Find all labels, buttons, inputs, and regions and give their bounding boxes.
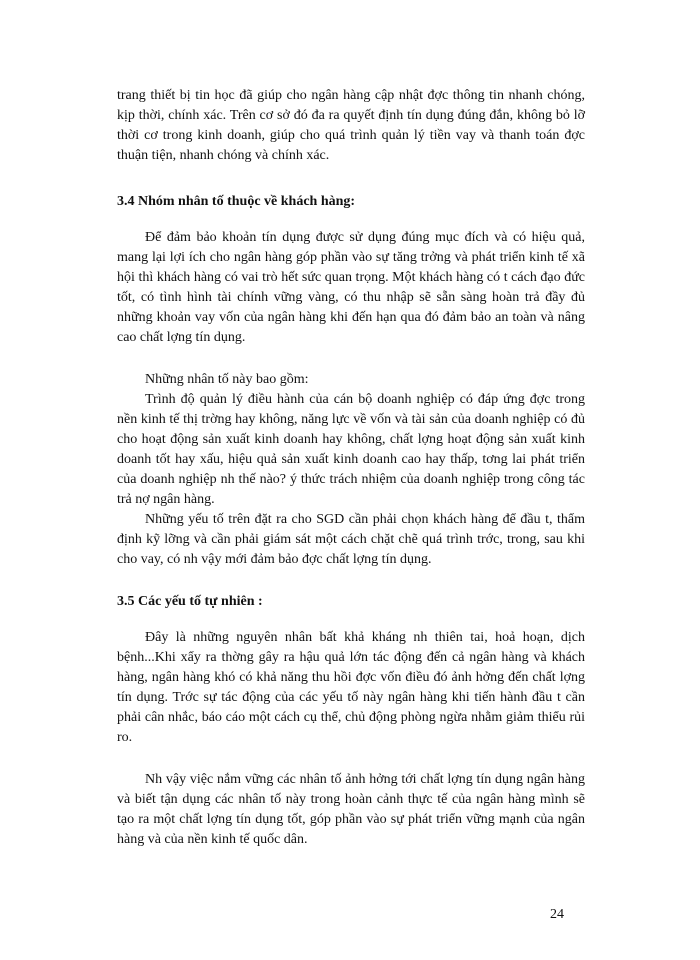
paragraph-customer-role: Để đảm bảo khoản tín dụng được sử dụng đúng mục đích và có hiệu quả, mang lại lợi ích cho ngân hàng góp phần vào sự tăng trởng và phát triển kinh tế xã hội thì khách hàng có vai trò hết sức quan trọng. Một khách hàng có t cách đạo đức tốt, có tình hình tài chính vững vàng, có thu nhập sẽ sẵn sàng hoàn trả đầy đủ những khoản vay vốn của ngân hàng khi đến hạn qua đó đảm bảo an toàn và nâng cao chất lợng tín dụng. [117, 230, 585, 345]
paragraph-customer-selection: Những yếu tố trên đặt ra cho SGD cần phải chọn khách hàng để đầu t, thẩm định kỹ lỡng và cần phải giám sát một cách chặt chẽ quá trình trớc, trong, sau khi cho vay, có nh vậy mới đảm bảo đợc chất lợng tín dụng. [117, 512, 585, 567]
page-number: 24 [550, 907, 564, 922]
paragraph-technology-benefits: trang thiết bị tin học đã giúp cho ngân hàng cập nhật đợc thông tin nhanh chóng, kịp thời, chính xác. Trên cơ sở đó đa ra quyết định tín dụng đúng đắn, không bỏ lỡ thời cơ trong kinh doanh, giúp cho quá trình quản lý tiền vay và thanh toán đợc thuận tiện, nhanh chóng và chính xác. [117, 88, 585, 163]
page-content [117, 86, 585, 850]
paragraph-natural-causes: Đây là những nguyên nhân bất khả kháng nh thiên tai, hoả hoạn, dịch bệnh...Khi xẩy ra thờng gây ra hậu quả lớn tác động đến cả ngân hàng và khách hàng, ngân hàng khó có khả năng thu hồi đợc vốn điều đó ảnh hởng đến chất lợng tín dụng. Trớc sự tác động của các yếu tố này ngân hàng khi tiến hành đầu t cần phải cân nhắc, báo cáo một cách cụ thể, chủ động phòng ngừa nhằm giảm thiểu rủi ro. [117, 630, 585, 745]
paragraph-factors-include: Những nhân tố này bao gồm: [145, 372, 309, 387]
section-heading-customer-factors: 3.4 Nhóm nhân tố thuộc về khách hàng: [117, 194, 356, 209]
paragraph-conclusion: Nh vậy việc nắm vững các nhân tố ảnh hởng tới chất lợng tín dụng ngân hàng và biết tận dụng các nhân tố này trong hoàn cảnh thực tế của ngân hàng mình sẽ tạo ra một chất lợng tín dụng tốt, góp phần vào sự phát triển vững mạnh của ngân hàng và của nền kinh tế quốc dân. [117, 772, 585, 847]
paragraph-management-capacity: Trình độ quản lý điều hành của cán bộ doanh nghiệp có đáp ứng đợc trong nền kinh tế thị trờng hay không, năng lực về vốn và tài sản của doanh nghiệp có đủ cho hoạt động sản xuất kinh doanh hay không, chất lợng hoạt động sản xuất kinh doanh tốt hay xấu, hiệu quả sản xuất kinh doanh cao hay thấp, tơng lai phát triển của doanh nghiệp nh thế nào? ý thức trách nhiệm của doanh nghiệp trong công tác trả nợ ngân hàng. [117, 392, 585, 507]
section-heading-natural-factors: 3.5 Các yếu tố tự nhiên : [117, 594, 263, 609]
